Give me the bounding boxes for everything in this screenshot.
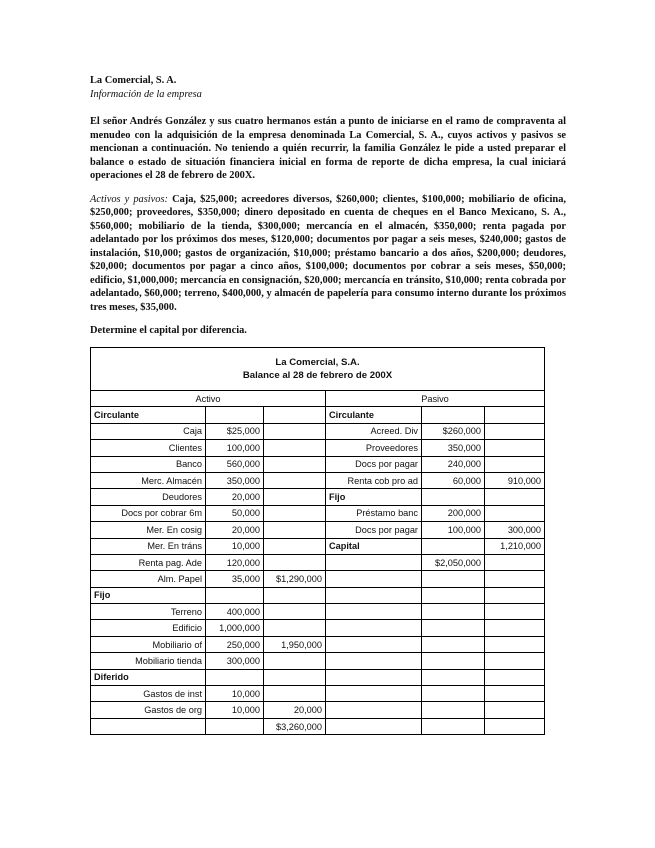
table-cell [264,522,326,538]
table-cell [422,718,485,734]
table-cell: Docs por cobrar 6m [91,505,206,521]
table-cell: 10,000 [206,702,264,718]
table-cell: Fijo [91,587,206,603]
table-cell [264,554,326,570]
table-cell: 1,000,000 [206,620,264,636]
table-cell: 1,210,000 [485,538,545,554]
balance-sheet-header [91,348,545,391]
table-cell: Renta pag. Ade [91,554,206,570]
table-cell [485,440,545,456]
table-cell [485,587,545,603]
table-row [91,653,545,669]
table-cell [326,669,422,685]
table-cell [326,554,422,570]
table-cell: $25,000 [206,423,264,439]
table-row [91,686,545,702]
table-cell: Docs por pagar [326,456,422,472]
company-subtitle: Información de la empresa [90,88,202,100]
table-cell [485,702,545,718]
table-cell: Mobiliario tienda [91,653,206,669]
table-cell [485,604,545,620]
table-cell: 10,000 [206,686,264,702]
table-cell [206,718,264,734]
table-cell [326,702,422,718]
table-cell: 10,000 [206,538,264,554]
table-cell [264,505,326,521]
table-cell [264,653,326,669]
table-cell [422,702,485,718]
table-cell [485,489,545,505]
table-cell [422,587,485,603]
table-cell: Edificio [91,620,206,636]
table-cell: 910,000 [485,472,545,488]
table-cell [422,686,485,702]
table-cell: Deudores [91,489,206,505]
table-cell: Alm. Papel [91,571,206,587]
table-cell: Renta cob pro ad [326,472,422,488]
table-cell [264,669,326,685]
table-cell: 50,000 [206,505,264,521]
table-row [91,669,545,685]
table-cell: 35,000 [206,571,264,587]
table-cell [422,636,485,652]
table-cell: Mobiliario of [91,636,206,652]
balance-sheet-subtitle: Balance al 28 de febrero de 200X [242,370,393,381]
task-statement: Determine el capital por diferencia. [90,325,247,336]
table-row [91,391,545,407]
table-row [91,587,545,603]
table-row [91,571,545,587]
document-body [90,74,566,338]
table-cell: 60,000 [422,472,485,488]
table-cell: Terreno [91,604,206,620]
table-cell [264,587,326,603]
table-row [91,702,545,718]
table-cell [264,456,326,472]
table-cell [264,472,326,488]
table-cell [264,686,326,702]
table-cell: Gastos de org [91,702,206,718]
table-cell: Circulante [91,407,206,423]
table-cell: 350,000 [206,472,264,488]
table-cell [326,636,422,652]
table-cell: $1,290,000 [264,571,326,587]
table-cell [485,653,545,669]
table-cell: Docs por pagar [326,522,422,538]
table-row [91,505,545,521]
assets-liabilities-paragraph [90,193,566,315]
table-cell: 20,000 [206,489,264,505]
table-cell: 200,000 [422,505,485,521]
table-cell [91,718,206,734]
table-cell [485,636,545,652]
table-cell [485,620,545,636]
table-cell [422,620,485,636]
table-cell: 300,000 [485,522,545,538]
table-cell [485,669,545,685]
table-cell [264,423,326,439]
table-cell: 560,000 [206,456,264,472]
table-cell: Circulante [326,407,422,423]
table-cell: Clientes [91,440,206,456]
table-cell [422,538,485,554]
intro-paragraph: El señor Andrés González y sus cuatro hermanos están a punto de iniciarse en el ramo de compraventa al menudeo con la adquisición de la empresa denominada La Comercial, S. A., cuyos activos y pasivos se mencionan a continuación. No teniendo a quién recurrir, la familia González le pide a usted preparar el balance o estado de situación financiera inicial en forma de reporte de dicha empresa, la cual iniciará operaciones el 28 de febrero de 200X. [90,116,566,181]
table-cell: Capital [326,538,422,554]
table-cell: Mer. En cosig [91,522,206,538]
activo-header: Activo [91,391,326,407]
table-cell: $3,260,000 [264,718,326,734]
table-cell: 250,000 [206,636,264,652]
list-label: Activos y pasivos: [90,193,168,205]
table-cell: 20,000 [206,522,264,538]
table-cell: Banco [91,456,206,472]
table-cell [422,604,485,620]
table-cell [485,456,545,472]
table-row [91,522,545,538]
table-cell [206,587,264,603]
table-cell: $260,000 [422,423,485,439]
table-cell: Acreed. Div [326,423,422,439]
table-cell [485,407,545,423]
table-cell: 1,950,000 [264,636,326,652]
table-cell: 350,000 [422,440,485,456]
table-cell [422,571,485,587]
table-cell: Fijo [326,489,422,505]
table-row [91,489,545,505]
table-cell [264,620,326,636]
table-row [91,604,545,620]
table-row [91,456,545,472]
company-title: La Comercial, S. A. [90,75,177,86]
table-row [91,472,545,488]
table-cell [326,587,422,603]
table-cell: Caja [91,423,206,439]
table-row [91,423,545,439]
table-cell [422,489,485,505]
pasivo-header: Pasivo [326,391,545,407]
balance-sheet [90,347,545,735]
table-cell [485,505,545,521]
table-cell [422,407,485,423]
table-cell [422,653,485,669]
table-cell [326,686,422,702]
table-cell: Proveedores [326,440,422,456]
table-cell: 100,000 [422,522,485,538]
balance-sheet-title: La Comercial, S.A. [275,357,360,368]
table-cell [485,423,545,439]
table-cell [326,571,422,587]
table-cell [264,489,326,505]
table-row [91,407,545,423]
table-row [91,718,545,734]
list-text: Caja, $25,000; acreedores diversos, $260,000; clientes, $100,000; mobiliario de oficina, $250,000; proveedores, $350,000; dinero depositado en cuenta de cheques en el Banco Mexicano, S. A., $560,000; mobiliario de la tienda, $300,000; mercancía en el almacén, $350,000; renta pagada por adelantado por los próximos dos meses, $120,000; documentos por pagar a seis meses, $240,000; gastos de instalación, $10,000; gastos de organización, $10,000; préstamo bancario a dos años, $200,000; deudores, $20,000; documentos por pagar a cinco años, $100,000; documentos por cobrar a seis meses, $50,000; edificio, $1,000,000; mercancía en consignación, $20,000; mercancía en tránsito, $10,000; renta cobrada por adelantado, $60,000; terreno, $400,000, y almacén de papelería para consumo interno durante los próximos tres meses, $35,000. [90,193,566,313]
table-cell [264,604,326,620]
table-cell [485,554,545,570]
table-cell [326,604,422,620]
table-cell [206,407,264,423]
table-row [91,620,545,636]
table-cell [485,686,545,702]
table-cell: 120,000 [206,554,264,570]
table-cell [485,571,545,587]
table-cell: Merc. Almacén [91,472,206,488]
table-cell: Gastos de inst [91,686,206,702]
table-cell: 20,000 [264,702,326,718]
table-cell: 100,000 [206,440,264,456]
table-cell [326,620,422,636]
table-cell: 400,000 [206,604,264,620]
table-cell: 300,000 [206,653,264,669]
table-cell [485,718,545,734]
table-cell [264,407,326,423]
table-cell [264,538,326,554]
table-cell [326,718,422,734]
table-cell: Mer. En tráns [91,538,206,554]
table-row [91,538,545,554]
table-cell [326,653,422,669]
table-row [91,554,545,570]
table-cell: Préstamo banc [326,505,422,521]
table-cell: 240,000 [422,456,485,472]
table-cell [422,669,485,685]
table-cell [206,669,264,685]
table-cell: $2,050,000 [422,554,485,570]
table-cell: Diferido [91,669,206,685]
table-row [91,636,545,652]
table-cell [264,440,326,456]
table-row [91,440,545,456]
